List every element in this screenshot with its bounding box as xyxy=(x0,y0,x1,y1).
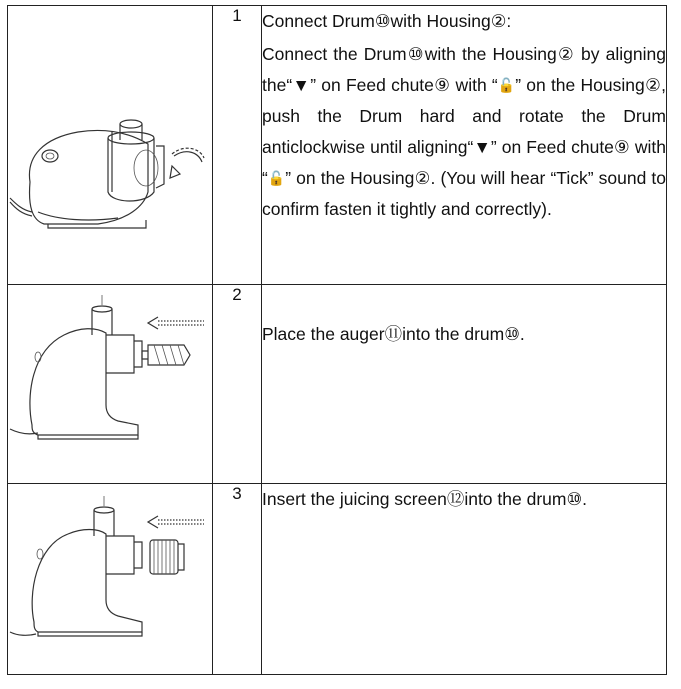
step-3-text: Insert the juicing screen⑫into the drum⑩. xyxy=(262,489,588,509)
step-2-illustration xyxy=(8,285,213,484)
step-2-text: Place the auger⑪into the drum⑩. xyxy=(262,324,525,344)
unlock-icon: 🔓 xyxy=(267,170,286,186)
step-1-body-part-3: ” on the Housing②. (You will hear “Tick” sound to confirm fasten it tightly and correctly). xyxy=(262,168,666,219)
step-row-3 xyxy=(8,484,667,675)
step-2-number: 2 xyxy=(213,285,262,484)
step-3-text-cell xyxy=(262,484,667,675)
step-1-body-part-2: ” on the Housing②, push the Drum hard and rotate the Drum anticlockwise until aligning“▼” on Feed chute⑨ with “ xyxy=(262,75,666,188)
step-1-title: Connect Drum⑩with Housing②: xyxy=(262,11,512,31)
step-2-text-cell xyxy=(262,285,667,484)
step-row-2 xyxy=(8,285,667,484)
step-3-number: 3 xyxy=(213,484,262,675)
juicer-drum-rotate-illustration xyxy=(8,6,212,284)
step-3-illustration xyxy=(8,484,213,675)
instruction-table xyxy=(7,5,667,675)
step-1-text xyxy=(262,6,667,285)
step-row-1 xyxy=(8,6,667,285)
step-1-illustration xyxy=(8,6,213,285)
step-1-body xyxy=(262,39,666,225)
juicer-screen-insert-illustration xyxy=(8,484,212,674)
unlock-icon: 🔓 xyxy=(497,77,516,93)
step-1-body-part-1: Connect the Drum⑩with the Housing② by aligning the“▼” on Feed chute⑨ with “ xyxy=(262,44,666,95)
step-1-number: 1 xyxy=(213,6,262,285)
juicer-auger-insert-illustration xyxy=(8,285,212,483)
